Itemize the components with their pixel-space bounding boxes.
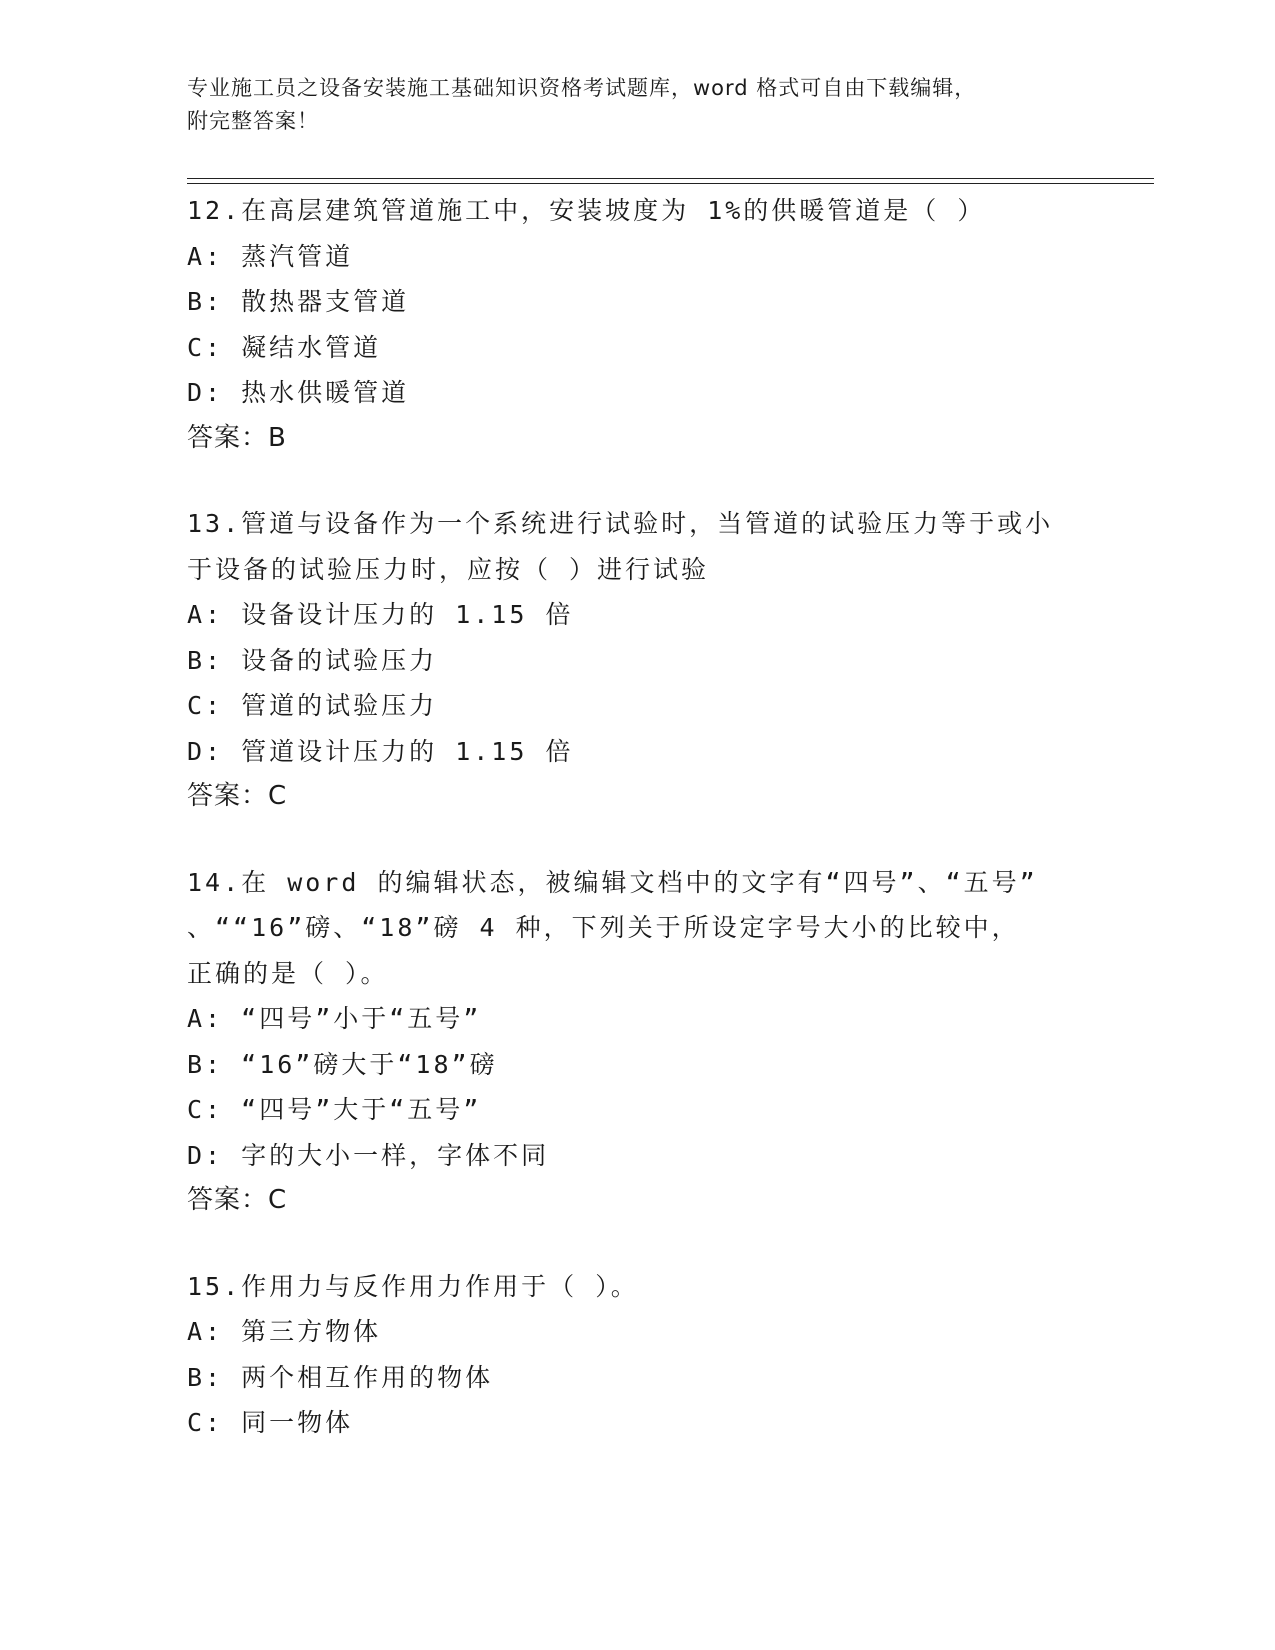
question-stem-line: 于设备的试验压力时，应按（ ）进行试验: [187, 554, 710, 584]
header-divider-bottom: [187, 183, 1154, 184]
option-a: A: “四号”小于“五号”: [187, 1004, 482, 1033]
option-d: D: 管道设计压力的 1.15 倍: [187, 736, 574, 766]
document-header: [187, 72, 1087, 138]
option-a: A: 设备设计压力的 1.15 倍: [187, 600, 574, 629]
header-divider-top: [187, 178, 1154, 179]
option-d: D: 热水供暖管道: [187, 378, 410, 407]
question-13: [187, 501, 1147, 820]
option-c: C: 管道的试验压力: [187, 691, 438, 720]
question-stem-line: 12.在高层建筑管道施工中，安装坡度为 1%的供暖管道是（ ）: [187, 196, 986, 225]
question-stem-line: 13.管道与设备作为一个系统进行试验时，当管道的试验压力等于或小: [187, 509, 1054, 538]
header-line-2: 附完整答案！: [187, 109, 319, 133]
option-b: B: 散热器支管道: [187, 287, 410, 316]
option-a: A: 蒸汽管道: [187, 241, 354, 271]
option-c: C: 凝结水管道: [187, 332, 382, 362]
question-15: [187, 1264, 1147, 1446]
option-b: B: “16”磅大于“18”磅: [187, 1049, 498, 1079]
question-stem-line: 、““16”磅、“18”磅 4 种，下列关于所设定字号大小的比较中，: [187, 913, 1020, 942]
question-stem-line: 正确的是（ ）。: [187, 958, 389, 988]
answer-label: 答案：B: [187, 422, 287, 453]
option-a: A: 第三方物体: [187, 1317, 382, 1346]
question-stem-line: 14.在 word 的编辑状态，被编辑文档中的文字有“四号”、“五号”: [187, 867, 1038, 897]
question-list: [187, 188, 1147, 1486]
question-14: [187, 860, 1147, 1224]
answer-label: 答案：C: [187, 781, 288, 811]
option-c: C: “四号”大于“五号”: [187, 1095, 482, 1124]
option-d: D: 字的大小一样，字体不同: [187, 1140, 550, 1170]
option-c: C: 同一物体: [187, 1408, 354, 1437]
question-stem-line: 15.作用力与反作用力作用于（ ）。: [187, 1271, 639, 1301]
question-12: [187, 188, 1147, 461]
header-line-1: 专业施工员之设备安装施工基础知识资格考试题库，word 格式可自由下载编辑，: [187, 76, 977, 100]
option-b: B: 设备的试验压力: [187, 645, 438, 675]
option-b: B: 两个相互作用的物体: [187, 1362, 494, 1392]
answer-label: 答案：C: [187, 1185, 288, 1215]
